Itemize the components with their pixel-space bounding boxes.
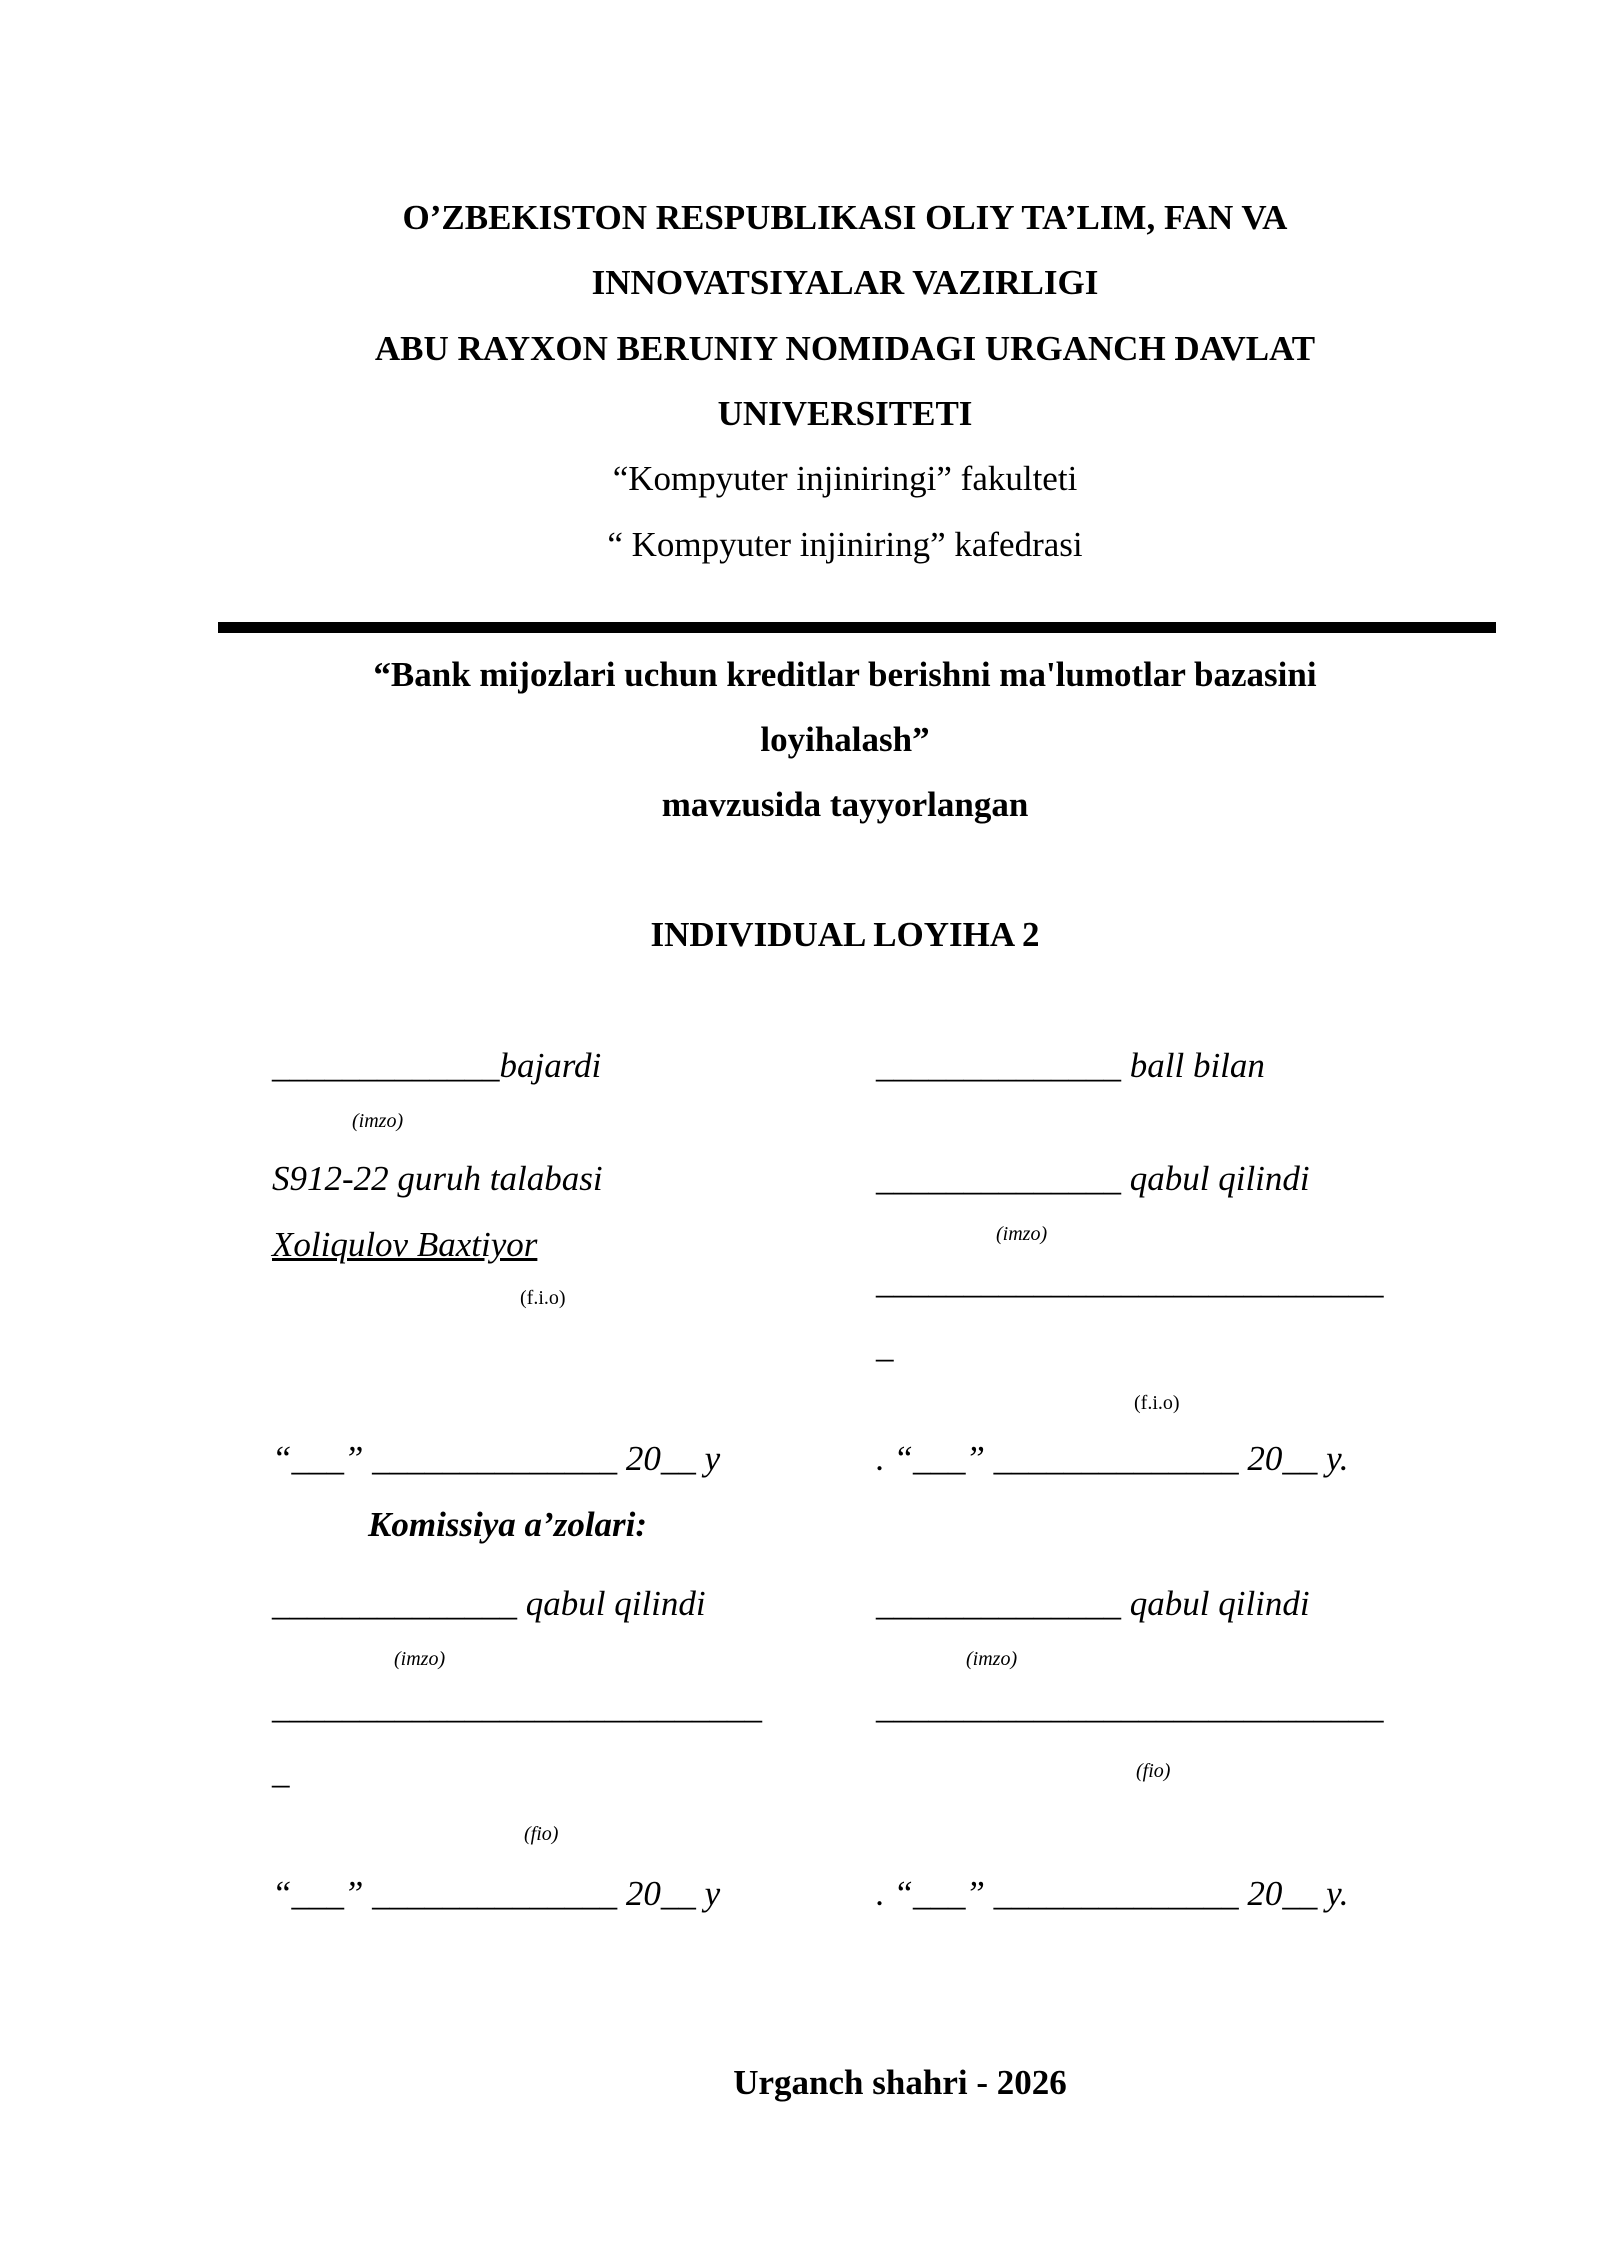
commission-left-name-line-tail: _	[272, 1752, 290, 1791]
fio-caption: (f.i.o)	[1134, 1392, 1180, 1414]
commission-right-name-line: _____________________________	[876, 1687, 1384, 1726]
department-name: “ Kompyuter injiniring” kafedrasi	[607, 525, 1083, 564]
fio-caption: (fio)	[1136, 1760, 1171, 1782]
city-year: Urganch shahri - 2026	[733, 2063, 1067, 2102]
imzo-caption: (imzo)	[996, 1223, 1048, 1245]
grader-date-line: . “___” ______________ 20__ y.	[876, 1439, 1349, 1478]
topic-line-3: mavzusida tayyorlangan	[661, 785, 1029, 824]
imzo-caption: (imzo)	[966, 1648, 1018, 1670]
student-group: S912-22 guruh talabasi	[272, 1159, 603, 1198]
document-title: INDIVIDUAL LOYIHA 2	[650, 915, 1040, 954]
grader-name-line: _____________________________	[876, 1262, 1384, 1301]
university-line-1: ABU RAYXON BERUNIY NOMIDAGI URGANCH DAVLAT	[374, 329, 1316, 368]
header-divider	[218, 622, 1496, 633]
commission-left-date-line: “___” ______________ 20__ y	[272, 1874, 721, 1913]
faculty-name: “Kompyuter injiniringi” fakulteti	[612, 459, 1078, 498]
imzo-caption: (imzo)	[352, 1110, 404, 1132]
performed-label: bajardi	[499, 1046, 602, 1085]
commission-right-accepted-line: ______________ qabul qilindi	[876, 1584, 1310, 1623]
commission-left-accepted-line: ______________ qabul qilindi	[272, 1584, 706, 1623]
topic-line-1: “Bank mijozlari uchun kreditlar berishni ma'lumotlar bazasini	[373, 655, 1317, 694]
student-date-line: “___” ______________ 20__ y	[272, 1439, 721, 1478]
topic-line-2: loyihalash”	[760, 720, 930, 759]
commission-right-date-line: . “___” ______________ 20__ y.	[876, 1874, 1349, 1913]
student-name: Xoliqulov Baxtiyor	[272, 1225, 538, 1264]
grader-name-line-tail: _	[876, 1326, 894, 1365]
signature-line: _____________	[272, 1046, 500, 1085]
ministry-line-1: O’ZBEKISTON RESPUBLIKASI OLIY TA’LIM, FAN VA	[402, 198, 1288, 237]
student-signature-row	[272, 1046, 601, 1086]
score-line: ______________ ball bilan	[876, 1046, 1265, 1085]
commission-heading: Komissiya a’zolari:	[368, 1505, 648, 1544]
commission-left-name-line: ____________________________	[272, 1687, 762, 1726]
accepted-line: ______________ qabul qilindi	[876, 1159, 1310, 1198]
fio-caption: (f.i.o)	[520, 1287, 566, 1309]
university-line-2: UNIVERSITETI	[717, 394, 973, 433]
ministry-line-2: INNOVATSIYALAR VAZIRLIGI	[591, 263, 1099, 302]
imzo-caption: (imzo)	[394, 1648, 446, 1670]
fio-caption: (fio)	[524, 1823, 559, 1845]
